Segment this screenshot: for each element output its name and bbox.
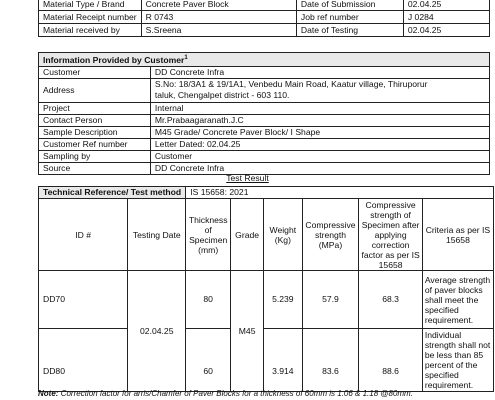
- row-id: DD80: [39, 329, 128, 392]
- sample-description-value: M45 Grade/ Concrete Paver Block/ I Shape: [150, 126, 489, 138]
- sample-description-label: Sample Description: [39, 126, 151, 138]
- col-header-corrected: Compressive strength of Specimen after applying correction factor as per IS 15658: [359, 199, 423, 271]
- test-result-title: Test Result: [226, 173, 269, 183]
- project-label: Project: [39, 102, 151, 114]
- table-header-row: [39, 199, 494, 271]
- compressive-cell: 83.6: [302, 329, 359, 392]
- weight-cell: 5.239: [264, 271, 303, 329]
- testing-date-cell: 02.04.25: [128, 271, 186, 392]
- corrected-cell: 88.6: [359, 329, 423, 392]
- customer-value: DD Concrete Infra: [150, 66, 489, 78]
- customer-ref-value: Letter Dated: 02.04.25: [150, 138, 489, 150]
- material-type-label: Material Type / Brand: [39, 0, 142, 11]
- weight-cell: 3.914: [264, 329, 303, 392]
- source-label: Source: [39, 162, 151, 174]
- footnote: [38, 389, 413, 399]
- customer-info-heading: [39, 53, 490, 67]
- col-header-criteria: Criteria as per IS 15658: [422, 199, 493, 271]
- job-ref-label: Job ref number: [296, 11, 403, 24]
- table-row: [39, 150, 490, 162]
- project-value: Internal: [150, 102, 489, 114]
- table-row: [39, 102, 490, 114]
- receipt-number-label: Material Receipt number: [39, 11, 142, 24]
- heading-superscript: 1: [184, 55, 188, 61]
- row-id: DD70: [39, 271, 128, 329]
- sampling-by-value: Customer: [150, 150, 489, 162]
- contact-person-label: Contact Person: [39, 114, 151, 126]
- sampling-by-label: Sampling by: [39, 150, 151, 162]
- material-type-value: Concrete Paver Block: [141, 0, 296, 11]
- receipt-number-value: R 0743: [141, 11, 296, 24]
- col-header-testing-date: Testing Date: [128, 199, 186, 271]
- thickness-cell: 80: [186, 271, 231, 329]
- table-row: [39, 53, 490, 67]
- compressive-cell: 57.9: [302, 271, 359, 329]
- customer-ref-label: Customer Ref number: [39, 138, 151, 150]
- corrected-cell: 68.3: [359, 271, 423, 329]
- table-row: [39, 126, 490, 138]
- table-row: [39, 78, 490, 102]
- heading-text: Information Provided by Customer: [43, 54, 185, 65]
- contact-person-value: Mr.Prabaagaranath.J.C: [150, 114, 489, 126]
- col-header-thickness: Thickness of Specimen (mm): [186, 199, 231, 271]
- col-header-id: ID #: [39, 199, 128, 271]
- customer-label: Customer: [39, 66, 151, 78]
- col-header-weight: Weight (Kg): [264, 199, 303, 271]
- table-row: [39, 24, 490, 37]
- test-results-table: [38, 186, 494, 392]
- col-header-grade: Grade: [231, 199, 264, 271]
- testing-date-label: Date of Testing: [296, 24, 403, 37]
- thickness-cell: 60: [186, 329, 231, 392]
- testing-date-value: 02.04.25: [403, 24, 489, 37]
- table-row: [39, 66, 490, 78]
- tech-ref-label: Technical Reference/ Test method: [39, 187, 186, 199]
- address-label: Address: [39, 78, 151, 102]
- table-row: [39, 11, 490, 24]
- job-ref-value: J 0284: [403, 11, 489, 24]
- table-row: [39, 0, 490, 11]
- table-row: [39, 138, 490, 150]
- material-details-table: [38, 0, 490, 37]
- table-row: [39, 114, 490, 126]
- note-text: Correction factor for arris/Chamfer of Paver Blocks for a thickness of 60mm is 1.06 & 1.18 @80mm.: [60, 389, 413, 398]
- col-header-compressive: Compressive strength (MPa): [302, 199, 359, 271]
- note-label: Note:: [38, 389, 59, 398]
- received-by-label: Material received by: [39, 24, 142, 37]
- table-row: [39, 329, 494, 392]
- grade-cell: M45: [231, 271, 264, 392]
- customer-info-table: [38, 52, 490, 175]
- submission-date-value: 02.04.25: [403, 0, 489, 11]
- criteria-individual-cell: Individual strength shall not be less than 85 percent of the specified requirement.: [422, 329, 493, 392]
- source-value: DD Concrete Infra: [150, 162, 489, 174]
- address-value: S.No: 18/3A1 & 19/1A1, Venbedu Main Road, Kaatur village, Thiruporur taluk, Chengalpet district - 603 110.: [150, 78, 489, 102]
- criteria-average-cell: Average strength of paver blocks shall meet the specified requirement.: [422, 271, 493, 329]
- tech-ref-value: IS 15658: 2021: [186, 187, 494, 199]
- table-row: [39, 187, 494, 199]
- table-row: [39, 271, 494, 329]
- submission-date-label: Date of Submission: [296, 0, 403, 11]
- received-by-value: S.Sreena: [141, 24, 296, 37]
